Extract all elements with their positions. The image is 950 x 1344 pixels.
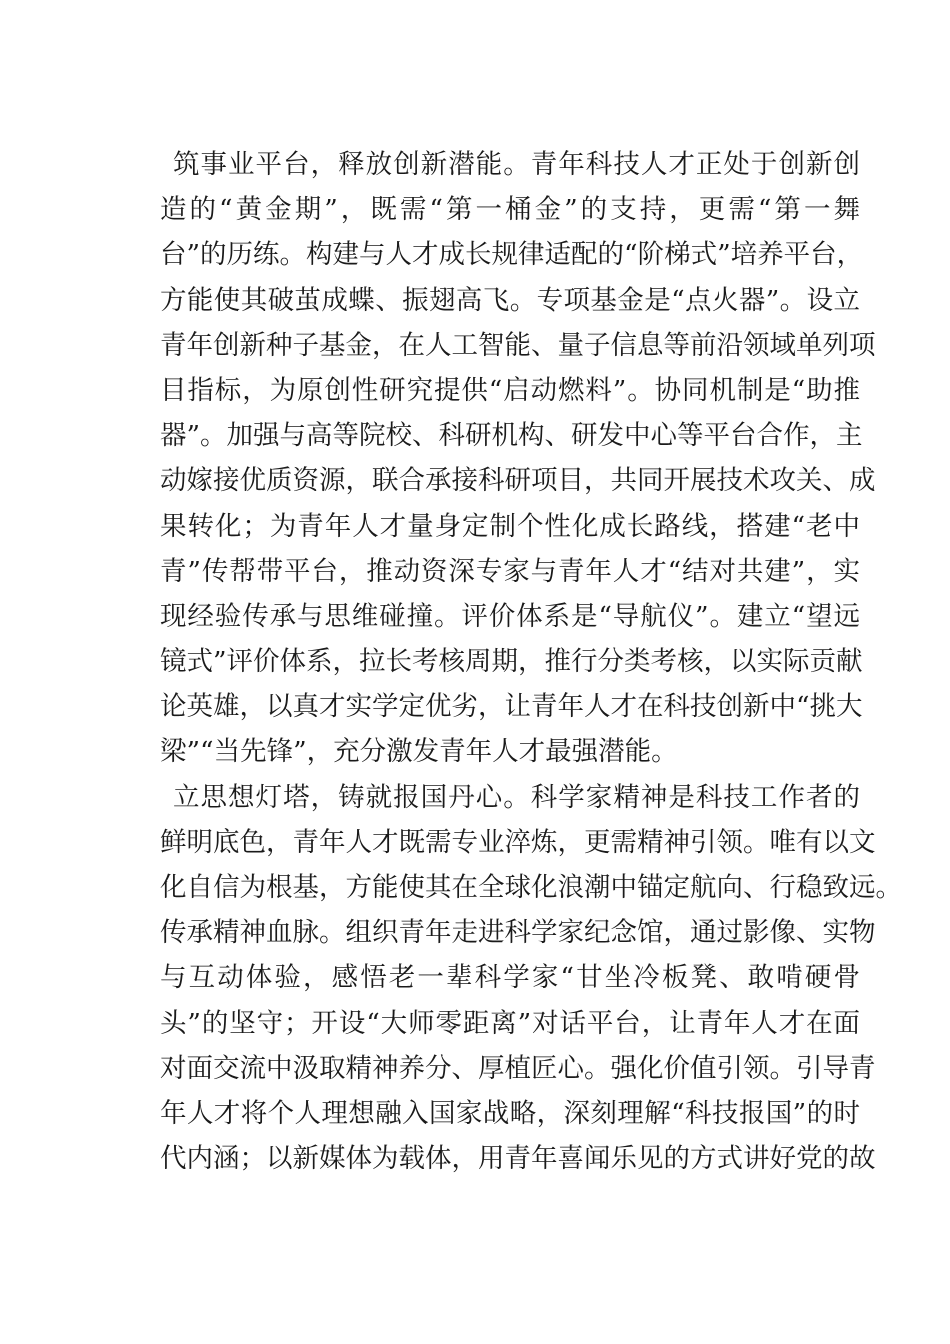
text-line: 台”的历练。构建与人才成长规律适配的“阶梯式”培养平台， xyxy=(160,239,864,271)
text-line: 论英雄，以真才实学定优劣，让青年人才在科技创新中“挑大 xyxy=(160,691,863,723)
text-line: 现经验传承与思维碰撞。评价体系是“导航仪”。建立“望远 xyxy=(160,600,860,632)
text-line: 果转化；为青年人才量身定制个性化成长路线，搭建“老中 xyxy=(160,510,860,542)
paragraph-ideology xyxy=(160,775,902,1182)
text-line: 方能使其破茧成蝶、振翅高飞。专项基金是“点火器”。设立 xyxy=(160,284,860,316)
text-line: 年人才将个人理想融入国家战略，深刻理解“科技报国”的时 xyxy=(160,1097,860,1129)
text-line: 造的“黄金期”，既需“第一桶金”的支持，更需“第一舞 xyxy=(160,194,860,226)
text-line: 与互动体验，感悟老一辈科学家“甘坐冷板凳、敢啃硬骨 xyxy=(160,962,860,994)
text-line: 动嫁接优质资源，联合承接科研项目，共同开展技术攻关、成 xyxy=(160,465,876,497)
text-line: 器”。加强与高等院校、科研机构、研发中心等平台合作，主 xyxy=(160,420,863,452)
text-line: 筑事业平台，释放创新潜能。青年科技人才正处于创新创 xyxy=(173,149,860,180)
text-line: 目指标，为原创性研究提供“启动燃料”。协同机制是“助推 xyxy=(160,374,860,406)
text-line: 青”传帮带平台，推动资深专家与青年人才“结对共建”，实 xyxy=(160,555,860,587)
text-line: 鲜明底色，青年人才既需专业淬炼，更需精神引领。唯有以文 xyxy=(160,826,876,858)
text-line: 梁”“当先锋”，充分激发青年人才最强潜能。 xyxy=(160,736,678,768)
document-body xyxy=(160,142,902,1181)
text-line: 立思想灯塔，铸就报国丹心。科学家精神是科技工作者的 xyxy=(173,781,860,813)
text-line: 对面交流中汲取精神养分、厚植匠心。强化价值引领。引导青 xyxy=(160,1052,876,1084)
text-line: 青年创新种子基金，在人工智能、量子信息等前沿领域单列项 xyxy=(160,329,876,361)
text-line: 镜式”评价体系，拉长考核周期，推行分类考核，以实际贡献 xyxy=(160,646,863,678)
text-line: 化自信为根基，方能使其在全球化浪潮中锚定航向、行稳致远。 xyxy=(160,872,902,903)
paragraph-platform xyxy=(160,142,876,775)
text-line: 传承精神血脉。组织青年走进科学家纪念馆，通过影像、实物 xyxy=(160,917,876,949)
text-line: 代内涵；以新媒体为载体，用青年喜闻乐见的方式讲好党的故 xyxy=(160,1143,876,1175)
text-line: 头”的坚守；开设“大师零距离”对话平台，让青年人才在面 xyxy=(160,1007,860,1039)
